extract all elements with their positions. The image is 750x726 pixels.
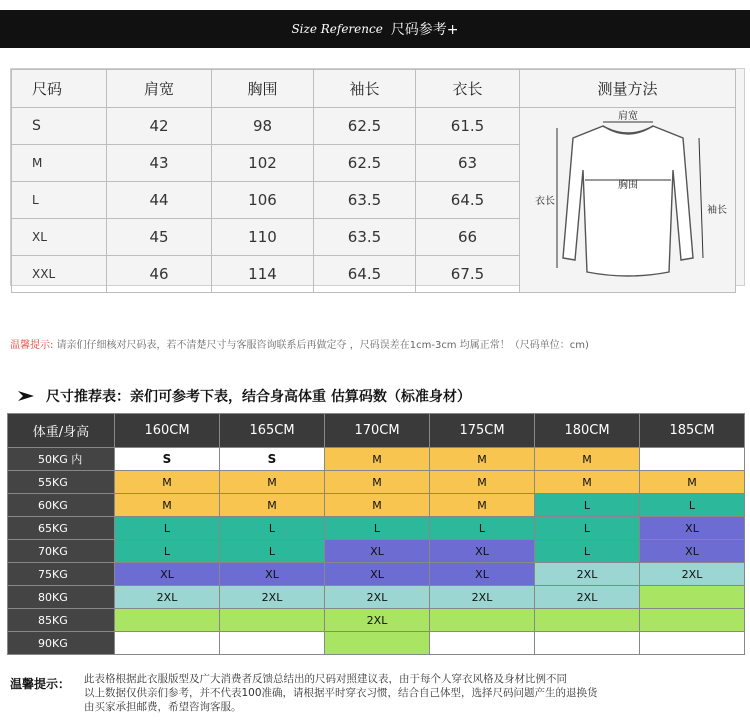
value-cell: 64.5 [314, 256, 416, 293]
header-title-zh: 尺码参考+ [390, 22, 459, 38]
size-recommend-cell: L [325, 517, 430, 540]
weight-label: 60KG [8, 494, 115, 517]
weight-label: 90KG [8, 632, 115, 655]
value-cell: 62.5 [314, 108, 416, 145]
size-recommend-cell: M [325, 494, 430, 517]
value-cell: 63 [416, 145, 520, 182]
size-tip [10, 336, 589, 351]
size-recommend-cell: M [640, 471, 745, 494]
bottom-tip-lead: 温馨提示： [10, 677, 71, 691]
size-recommend-cell [640, 632, 745, 655]
size-cell: L [12, 182, 107, 219]
value-cell: 62.5 [314, 145, 416, 182]
header-measure-method: 测量方法 [520, 70, 736, 108]
size-recommend-cell [115, 609, 220, 632]
size-recommend-cell: XL [325, 540, 430, 563]
size-recommend-cell [640, 448, 745, 471]
value-cell: 63.5 [314, 219, 416, 256]
header-size: 尺码 [12, 70, 107, 108]
size-recommend-cell: 2XL [430, 586, 535, 609]
header-title-en: Size Reference [291, 22, 383, 36]
size-recommend-cell: M [535, 471, 640, 494]
size-recommend-cell [535, 609, 640, 632]
table-row [12, 108, 736, 145]
height-header: 175CM [430, 414, 535, 448]
corner-header: 体重/身高 [8, 414, 115, 448]
size-recommend-cell: L [115, 517, 220, 540]
value-cell: 106 [212, 182, 314, 219]
height-header: 160CM [115, 414, 220, 448]
size-recommend-cell [640, 586, 745, 609]
table-row [8, 563, 745, 586]
value-cell: 46 [107, 256, 212, 293]
table-row [8, 540, 745, 563]
size-recommend-cell [325, 632, 430, 655]
size-recommend-cell: L [535, 517, 640, 540]
shoulder-label: 肩宽 [617, 111, 638, 122]
size-recommend-cell: L [430, 517, 535, 540]
weight-label: 55KG [8, 471, 115, 494]
size-recommend-cell [115, 632, 220, 655]
table-row [8, 494, 745, 517]
sleeve-label: 袖长 [706, 205, 727, 216]
size-recommend-cell: L [535, 540, 640, 563]
size-cell: S [12, 108, 107, 145]
sweater-measure-diagram [521, 108, 735, 288]
size-recommend-cell: XL [640, 540, 745, 563]
size-table [11, 69, 736, 293]
size-recommend-cell: 2XL [325, 609, 430, 632]
value-cell: 42 [107, 108, 212, 145]
header-sleeve: 袖长 [314, 70, 416, 108]
bottom-tip-body [84, 672, 734, 714]
header-shoulder: 肩宽 [107, 70, 212, 108]
size-recommend-cell: M [220, 494, 325, 517]
recommend-title-text: 尺寸推荐表：亲们可参考下表，结合身高体重 估算码数（标准身材） [46, 389, 471, 405]
header-bar [0, 10, 750, 48]
bottom-tip-line: 以上数据仅供亲们参考，并不代表100准确，请根据平时穿衣习惯，结合自己体型，选择尺码问题产生的退换货 [84, 687, 598, 699]
size-recommend-cell: 2XL [115, 586, 220, 609]
size-table-header [12, 70, 736, 108]
size-recommend-cell: M [115, 471, 220, 494]
size-recommend-cell: XL [220, 563, 325, 586]
size-tip-text: 请亲们仔细核对尺码表，若不清楚尺寸与客服咨询联系后再做定夺 ，尺码误差在1cm-3cm 均属正常！（尺码单位：cm) [56, 340, 589, 351]
size-recommend-cell: M [430, 471, 535, 494]
size-cell: XXL [12, 256, 107, 293]
table-row [8, 517, 745, 540]
weight-label: 75KG [8, 563, 115, 586]
recommend-title [18, 386, 471, 406]
size-recommend-cell: 2XL [535, 586, 640, 609]
size-recommend-cell: L [640, 494, 745, 517]
height-header: 180CM [535, 414, 640, 448]
size-recommend-cell [220, 632, 325, 655]
value-cell: 43 [107, 145, 212, 182]
table-row [8, 632, 745, 655]
weight-label: 50KG 内 [8, 448, 115, 471]
size-recommend-cell: XL [430, 563, 535, 586]
size-recommend-cell [220, 609, 325, 632]
height-header: 170CM [325, 414, 430, 448]
bottom-tip-line: 此表格根据此衣服版型及广大消费者反馈总结出的尺码对照建议表，由于每个人穿衣风格及身材比例不同 [84, 673, 567, 685]
size-recommend-cell: 2XL [325, 586, 430, 609]
size-recommend-cell: M [430, 494, 535, 517]
table-row [8, 471, 745, 494]
value-cell: 64.5 [416, 182, 520, 219]
value-cell: 67.5 [416, 256, 520, 293]
size-recommend-cell [430, 609, 535, 632]
size-recommend-cell: M [220, 471, 325, 494]
weight-label: 80KG [8, 586, 115, 609]
size-recommend-cell: XL [640, 517, 745, 540]
size-recommend-cell: XL [115, 563, 220, 586]
height-header: 185CM [640, 414, 745, 448]
value-cell: 110 [212, 219, 314, 256]
arrow-right-icon [18, 389, 40, 403]
recommend-header-row [8, 414, 745, 448]
header-length: 衣长 [416, 70, 520, 108]
size-cell: M [12, 145, 107, 182]
header-chest: 胸围 [212, 70, 314, 108]
length-label: 衣长 [534, 196, 555, 207]
size-tip-lead: 温馨提示: [10, 340, 54, 351]
value-cell: 61.5 [416, 108, 520, 145]
size-recommend-cell [640, 609, 745, 632]
value-cell: 44 [107, 182, 212, 219]
table-row [8, 586, 745, 609]
recommend-table [7, 413, 745, 655]
bottom-tip [10, 672, 734, 714]
value-cell: 114 [212, 256, 314, 293]
measure-diagram-cell [520, 108, 736, 293]
sweater-outline [563, 126, 693, 276]
size-recommend-cell: L [535, 494, 640, 517]
size-recommend-cell: XL [430, 540, 535, 563]
size-recommend-cell [430, 632, 535, 655]
table-row [8, 609, 745, 632]
bottom-tip-line: 由买家承担邮费，希望咨询客服。 [84, 701, 242, 713]
table-row [8, 448, 745, 471]
size-recommend-cell: L [115, 540, 220, 563]
height-header: 165CM [220, 414, 325, 448]
size-recommend-cell: M [325, 471, 430, 494]
size-recommend-cell: 2XL [220, 586, 325, 609]
size-recommend-cell: M [535, 448, 640, 471]
value-cell: 102 [212, 145, 314, 182]
size-recommend-cell: L [220, 540, 325, 563]
size-recommend-cell: 2XL [640, 563, 745, 586]
value-cell: 98 [212, 108, 314, 145]
size-recommend-cell: M [430, 448, 535, 471]
size-cell: XL [12, 219, 107, 256]
size-recommend-cell: M [325, 448, 430, 471]
weight-label: 65KG [8, 517, 115, 540]
value-cell: 66 [416, 219, 520, 256]
size-recommend-cell: 2XL [535, 563, 640, 586]
size-recommend-cell [535, 632, 640, 655]
size-reference-panel [10, 68, 745, 286]
value-cell: 45 [107, 219, 212, 256]
sleeve-arrow [699, 138, 703, 258]
chest-label: 胸围 [617, 180, 638, 191]
size-recommend-cell: M [115, 494, 220, 517]
weight-label: 85KG [8, 609, 115, 632]
size-recommend-cell: XL [325, 563, 430, 586]
weight-label: 70KG [8, 540, 115, 563]
size-recommend-cell: L [220, 517, 325, 540]
size-recommend-cell: S [220, 448, 325, 471]
size-recommend-cell: S [115, 448, 220, 471]
value-cell: 63.5 [314, 182, 416, 219]
